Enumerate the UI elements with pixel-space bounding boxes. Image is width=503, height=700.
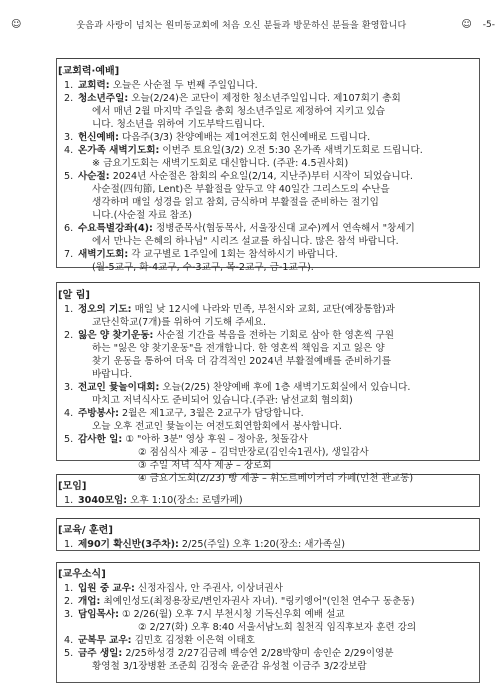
list-item-line: [58, 660, 476, 673]
list-item-line: [58, 118, 476, 131]
section-title: [교육/ 훈련]: [58, 525, 113, 536]
item-text: 매일 낮 12시에 나라와 민족, 부천시와 교회, 교단(예장통합)과: [134, 304, 395, 315]
box-left-rule: [56, 518, 57, 550]
list-item-line: [58, 144, 476, 157]
item-label: 입원 중 교우:: [78, 583, 135, 594]
item-number: 5.: [64, 648, 74, 659]
item-text: (월-5교구, 화-4교구, 수-3교구, 목-2교구, 금-1교구).: [92, 262, 314, 273]
list-item-line: [58, 355, 476, 368]
list-item-line: [58, 446, 476, 459]
box-left-rule: [56, 282, 57, 460]
box-left-rule: [56, 562, 57, 682]
item-number: 1.: [64, 495, 74, 506]
item-text: 오늘은 사순절 두 번째 주일입니다.: [112, 80, 258, 91]
smiley-icon: ☺: [11, 19, 22, 30]
list-item-line: [58, 157, 476, 170]
item-number: 1.: [64, 539, 74, 550]
section-members: [58, 565, 476, 673]
item-text: 정병준목사(협동목사, 서울장신대 교수)께서 연속해서 "창세기: [155, 223, 415, 234]
list-item-line: [58, 582, 476, 595]
item-text: 니다.(사순절 자료 참조): [92, 210, 193, 221]
list-item-line: [58, 196, 476, 209]
item-text: 사순절(四旬節, Lent)은 부활절을 앞두고 약 40일간 그리스도의 수난을: [92, 184, 390, 195]
list-item-line: [58, 381, 476, 394]
section-news: [58, 286, 476, 485]
item-label: 군복무 교우:: [78, 635, 132, 646]
list-item-line: [58, 303, 476, 316]
list-item-line: [58, 647, 476, 660]
item-number: 2.: [64, 596, 74, 607]
item-number: 1.: [64, 80, 74, 91]
page-header: [8, 18, 495, 31]
item-label: 정오의 기도:: [78, 304, 132, 315]
list-item-line: [58, 316, 476, 329]
section-meeting: [58, 477, 476, 507]
item-text: 교단신학교(7개)를 위하여 기도해 주세요.: [92, 317, 267, 328]
item-label: 3040모임:: [78, 495, 128, 506]
section-training: [58, 521, 476, 551]
item-text: 2024년 사순절은 참회의 수요일(2/14, 지난주)부터 시작이 되었습니다.: [112, 171, 413, 182]
item-text: 하는 "잃은 양 찾기운동"을 전개합니다. 한 영혼씩 책임을 지고 잃은 양: [92, 343, 385, 354]
item-label: 담임목사:: [78, 609, 119, 620]
item-text: 에서 만나는 은혜의 하나님" 시리즈 설교를 하십니다. 많은 참석 바랍니다.: [92, 236, 399, 247]
list-item-line: [58, 183, 476, 196]
box-right-rule: [479, 518, 480, 550]
item-label: 온가족 새벽기도회:: [78, 145, 160, 156]
smiley-icon: ☺: [461, 19, 472, 30]
item-number: 4.: [64, 408, 74, 419]
list-item-line: [58, 368, 476, 381]
item-number: 1.: [64, 304, 74, 315]
page-number: -5-: [482, 19, 495, 30]
list-item-line: [58, 621, 476, 634]
box-bottom-rule: [56, 682, 480, 686]
item-label: 감사한 일:: [78, 434, 123, 445]
item-number: 1.: [64, 583, 74, 594]
item-text: ③ 주일 저녁 식사 제공 – 장로회: [138, 460, 272, 471]
list-item-line: [58, 92, 476, 105]
item-text: 다음주(3/3) 찬양예배는 제1여전도회 헌신예배로 드립니다.: [121, 132, 371, 143]
item-number: 2.: [64, 330, 74, 341]
item-text: ② 2/27(화) 오후 8:40 서울서남노회 칠천직 임직후보자 훈련 강의: [138, 622, 417, 633]
item-text: ① "아하 3분" 영상 후원 – 정아윤, 첫돌감사: [125, 434, 308, 445]
list-item-line: [58, 608, 476, 621]
item-text: 오늘(2/24)은 교단이 제정한 청소년주일입니다. 제107회기 총회: [131, 93, 401, 104]
item-text: 사순절 기간을 복음을 전하는 기회로 삼아 한 영혼씩 구원: [156, 330, 395, 341]
list-item-line: [58, 329, 476, 342]
item-text: 각 교구별로 1주일에 1회는 참석하시기 바랍니다.: [131, 249, 338, 260]
item-text: 생각하며 매일 성경을 읽고 참회, 금식하며 부활절을 준비하는 절기입: [92, 197, 379, 208]
list-item-line: [58, 79, 476, 92]
item-text: 김민호 김정환 이은혁 이태호: [134, 635, 255, 646]
item-number: 3.: [64, 609, 74, 620]
list-item-line: [58, 595, 476, 608]
item-number: 4.: [64, 635, 74, 646]
item-number: 2.: [64, 93, 74, 104]
item-text: 오늘(2/25) 찬양예배 후에 1층 새벽기도회실에서 있습니다.: [162, 382, 411, 393]
list-item-line: [58, 342, 476, 355]
item-label: 제90기 확신반(3주차):: [78, 539, 179, 550]
box-right-rule: [479, 562, 480, 682]
item-label: 잃은 양 찾기운동:: [78, 330, 154, 341]
box-left-rule: [56, 474, 57, 506]
section-title: [모임]: [58, 481, 87, 492]
item-number: 5.: [64, 434, 74, 445]
item-label: 사순절:: [78, 171, 110, 182]
list-item-line: [58, 538, 476, 551]
item-number: 3.: [64, 382, 74, 393]
item-text: 2/25(주일) 오후 1:20(장소: 새가족실): [181, 539, 346, 550]
item-text: 오후 1:10(장소: 로뎀카페): [130, 495, 243, 506]
list-item-line: [58, 261, 476, 274]
item-text: 최예인성도(최정용장로/변인자권사 자녀). "링키엥어"(인천 연수구 동춘동): [103, 596, 415, 607]
item-text: ※ 금요기도회는 새벽기도회로 대신합니다. (주관: 4.5권사회): [92, 158, 349, 169]
list-item-line: [58, 235, 476, 248]
item-text: 오늘 오후 전교인 뮻놀이는 여전도회연합회에서 봉사합니다.: [92, 421, 342, 432]
section-title: [알 림]: [58, 290, 90, 301]
item-label: 수요특별강좌(4):: [78, 223, 153, 234]
list-item-line: [58, 105, 476, 118]
item-number: 7.: [64, 249, 74, 260]
item-number: 4.: [64, 145, 74, 156]
section-title: [교우소식]: [58, 569, 106, 580]
list-item-line: [58, 248, 476, 261]
item-text: 마치고 저녁식사도 준비되어 있습니다.(주관: 남선교회 협의회): [92, 395, 353, 406]
item-label: 헌신예배:: [78, 132, 119, 143]
item-label: 주방봉사:: [78, 408, 119, 419]
section-title: [교회력·예배]: [58, 66, 120, 77]
item-number: 6.: [64, 223, 74, 234]
item-label: 청소년주일:: [78, 93, 129, 104]
item-label: 새벽기도회:: [78, 249, 129, 260]
item-text: ④ 금요기도회(2/23) 빵 제공 – 휘도르베이커리 카페(인천 관교동): [138, 473, 414, 484]
item-text: 이번주 토요일(3/2) 오전 5:30 온가족 새벽기도회로 드립니다.: [162, 145, 423, 156]
item-label: 개업:: [78, 596, 101, 607]
item-text: ② 점심식사 제공 – 김덕만장로(김인숙1권사), 생일감사: [138, 447, 369, 458]
list-item-line: [58, 494, 476, 507]
item-label: 교회력:: [78, 80, 110, 91]
list-item-line: [58, 459, 476, 472]
box-left-rule: [56, 58, 57, 267]
list-item-line: [58, 433, 476, 446]
list-item-line: [58, 131, 476, 144]
item-text: 2월은 제1교구, 3월은 2교구가 담당합니다.: [121, 408, 304, 419]
list-item-line: [58, 170, 476, 183]
item-text: 찾기 운동을 통하여 더욱 더 감격적인 2024년 부활절예배를 준비하기를: [92, 356, 392, 367]
item-text: ① 2/26(월) 오후 7시 부천시청 기독신우회 예배 설교: [121, 609, 345, 620]
item-text: 2/25하성경 2/27김금례 백승연 2/28박향미 송인순 2/29이영분: [125, 648, 394, 659]
list-item-line: [58, 394, 476, 407]
header-title: 웃음과 사랑이 넘치는 원미동교회에 처음 오신 분들과 방문하신 분들을 환영합니다: [76, 21, 407, 31]
list-item-line: [58, 209, 476, 222]
section-worship: [58, 62, 476, 274]
item-number: 3.: [64, 132, 74, 143]
list-item-line: [58, 420, 476, 433]
item-text: 니다. 청소년을 위하여 기도부탁드립니다.: [92, 119, 265, 130]
box-right-rule: [479, 474, 480, 506]
box-right-rule: [479, 282, 480, 460]
list-item-line: [58, 222, 476, 235]
item-label: 금주 생일:: [78, 648, 123, 659]
item-number: 5.: [64, 171, 74, 182]
item-text: 바랍니다.: [92, 369, 133, 380]
list-item-line: [58, 407, 476, 420]
item-text: 에서 매년 2월 마지막 주일을 총회 청소년주일로 제정하여 지키고 있습: [92, 106, 386, 117]
item-label: 전교인 뮻놀이대회:: [78, 382, 160, 393]
list-item-line: [58, 634, 476, 647]
box-right-rule: [479, 58, 480, 267]
item-text: 신정자집사, 안 주권사, 이상녀권사: [137, 583, 283, 594]
item-text: 황영철 3/1장병환 조준희 김정숙 윤준감 유성철 이금주 3/2강보람: [92, 661, 367, 672]
